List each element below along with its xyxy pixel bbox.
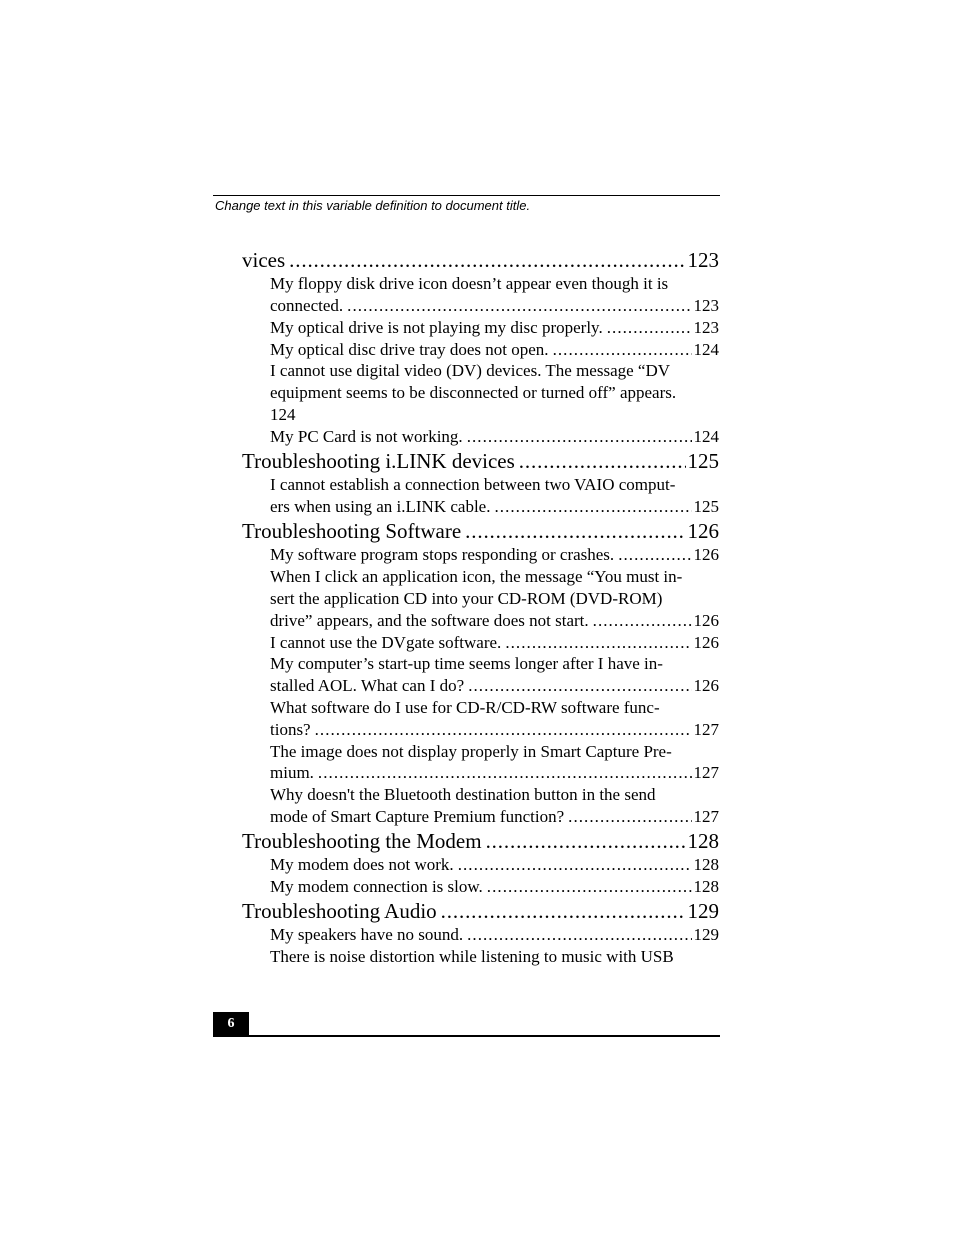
toc-entry-line xyxy=(270,404,719,426)
dot-leader xyxy=(553,339,692,361)
toc-entry-text: I cannot establish a connection between two VAIO comput- xyxy=(270,475,676,494)
dot-leader xyxy=(458,854,692,876)
toc-entry-line xyxy=(270,697,719,719)
toc-entry-text: There is noise distortion while listening to music with USB xyxy=(270,947,674,966)
toc-entry-text: vices xyxy=(242,248,286,272)
toc-entry-line xyxy=(270,339,719,361)
toc-entry-line xyxy=(270,295,719,317)
toc-entry-line xyxy=(270,317,719,339)
toc-entry-line xyxy=(270,675,719,697)
dot-leader xyxy=(465,519,685,543)
toc-heading xyxy=(242,829,719,853)
dot-leader xyxy=(318,762,692,784)
page-number: 6 xyxy=(227,1016,235,1031)
toc-entry-text: My speakers have no sound. xyxy=(270,925,464,944)
toc-page-number: 128 xyxy=(687,829,719,853)
toc-entry-line xyxy=(270,741,719,763)
toc-page-number: 126 xyxy=(693,633,719,652)
toc-page-number: 126 xyxy=(693,611,719,630)
toc-entry-text: The image does not display properly in Smart Capture Pre- xyxy=(270,742,672,761)
dot-leader xyxy=(347,295,691,317)
toc-heading xyxy=(242,248,719,272)
toc-page-number: 124 xyxy=(693,340,719,359)
toc-heading xyxy=(242,519,719,543)
toc-page-number: 123 xyxy=(693,318,719,337)
toc-entry-text: Troubleshooting Software xyxy=(242,519,462,543)
page-number-box xyxy=(213,1012,249,1036)
dot-leader xyxy=(468,675,691,697)
toc-entry-text: My computer’s start-up time seems longer after I have in- xyxy=(270,654,663,673)
toc-entry-text: My optical disc drive tray does not open. xyxy=(270,340,549,359)
toc-entry-text: What software do I use for CD-R/CD-RW software func- xyxy=(270,698,660,717)
dot-leader xyxy=(607,317,692,339)
running-head: Change text in this variable definition to document title. xyxy=(215,198,531,213)
toc-entry-line xyxy=(270,924,719,946)
toc-entry-text: ers when using an i.LINK cable. xyxy=(270,497,491,516)
dot-leader xyxy=(494,496,691,518)
toc-page-number: 129 xyxy=(687,899,719,923)
toc-entry-text: My PC Card is not working. xyxy=(270,427,463,446)
toc-page-number: 126 xyxy=(693,545,719,564)
toc-entry-line xyxy=(270,566,719,588)
toc-entry-text: I cannot use the DVgate software. xyxy=(270,633,502,652)
toc-entry-line xyxy=(270,544,719,566)
toc-entry-line xyxy=(270,784,719,806)
toc-entry-text: Troubleshooting Audio xyxy=(242,899,437,923)
toc-page-number: 127 xyxy=(693,720,719,739)
toc-heading xyxy=(242,899,719,923)
toc-page-number: 126 xyxy=(693,676,719,695)
dot-leader xyxy=(289,248,685,272)
toc-entry-line xyxy=(270,854,719,876)
toc-entry-line xyxy=(270,632,719,654)
toc-entry-text: connected. xyxy=(270,296,344,315)
toc-entry-line xyxy=(270,946,719,968)
toc-entry-text: Troubleshooting the Modem xyxy=(242,829,482,853)
toc-entry-text: Why doesn't the Bluetooth destination button in the send xyxy=(270,785,656,804)
toc-entry-line xyxy=(270,806,719,828)
toc-entry-line xyxy=(270,474,719,496)
toc-page-number: 127 xyxy=(693,763,719,782)
dot-leader xyxy=(486,829,686,853)
toc-entry-text: When I click an application icon, the message “You must in- xyxy=(270,567,683,586)
dot-leader xyxy=(568,806,691,828)
toc-entry-text: tions? xyxy=(270,720,311,739)
dot-leader xyxy=(487,876,692,898)
toc-page-number: 128 xyxy=(693,877,719,896)
toc-entry-text: My modem connection is slow. xyxy=(270,877,483,896)
toc-page-number: 129 xyxy=(693,925,719,944)
toc-entry-line xyxy=(270,762,719,784)
dot-leader xyxy=(441,899,686,923)
toc-entry-text: drive” appears, and the software does not start. xyxy=(270,611,589,630)
toc-entry-line xyxy=(270,273,719,295)
toc-page-number: 127 xyxy=(693,807,719,826)
toc-heading xyxy=(242,449,719,473)
toc-page-number: 128 xyxy=(693,855,719,874)
toc-entry-line xyxy=(270,496,719,518)
toc-entry-text: My optical drive is not playing my disc properly. xyxy=(270,318,603,337)
toc-entry-text: My software program stops responding or crashes. xyxy=(270,545,615,564)
toc-entry-text: stalled AOL. What can I do? xyxy=(270,676,465,695)
toc-entry-text: 124 xyxy=(270,405,296,424)
toc-entry-line xyxy=(270,588,719,610)
dot-leader xyxy=(593,610,692,632)
toc-page-number: 123 xyxy=(687,248,719,272)
toc-entry-line xyxy=(270,610,719,632)
dot-leader xyxy=(618,544,691,566)
toc-page-number: 123 xyxy=(693,296,719,315)
toc-entry-line xyxy=(270,876,719,898)
toc-entry-line xyxy=(270,426,719,448)
dot-leader xyxy=(519,449,686,473)
footer-rule xyxy=(213,1035,720,1037)
dot-leader xyxy=(467,426,692,448)
toc-entry-text: I cannot use digital video (DV) devices. The message “DV xyxy=(270,361,671,380)
toc-entry-text: sert the application CD into your CD-ROM (DVD-ROM) xyxy=(270,589,663,608)
toc-entry-text: Troubleshooting i.LINK devices xyxy=(242,449,515,473)
toc-page-number: 125 xyxy=(693,497,719,516)
toc-page-number: 124 xyxy=(693,427,719,446)
toc-entry-line xyxy=(270,360,719,382)
dot-leader xyxy=(467,924,691,946)
toc-entry-text: equipment seems to be disconnected or turned off” appears. xyxy=(270,383,677,402)
toc-entry-text: mode of Smart Capture Premium function? xyxy=(270,807,565,826)
dot-leader xyxy=(315,719,692,741)
toc-entry-line xyxy=(270,382,719,404)
toc-entry-text: My floppy disk drive icon doesn’t appear even though it is xyxy=(270,274,669,293)
toc-page-number: 125 xyxy=(687,449,719,473)
toc-entry-line xyxy=(270,719,719,741)
toc-entry-text: My modem does not work. xyxy=(270,855,454,874)
toc-page-number: 126 xyxy=(687,519,719,543)
toc-entry-line xyxy=(270,653,719,675)
toc-entry-text: mium. xyxy=(270,763,314,782)
dot-leader xyxy=(505,632,691,654)
